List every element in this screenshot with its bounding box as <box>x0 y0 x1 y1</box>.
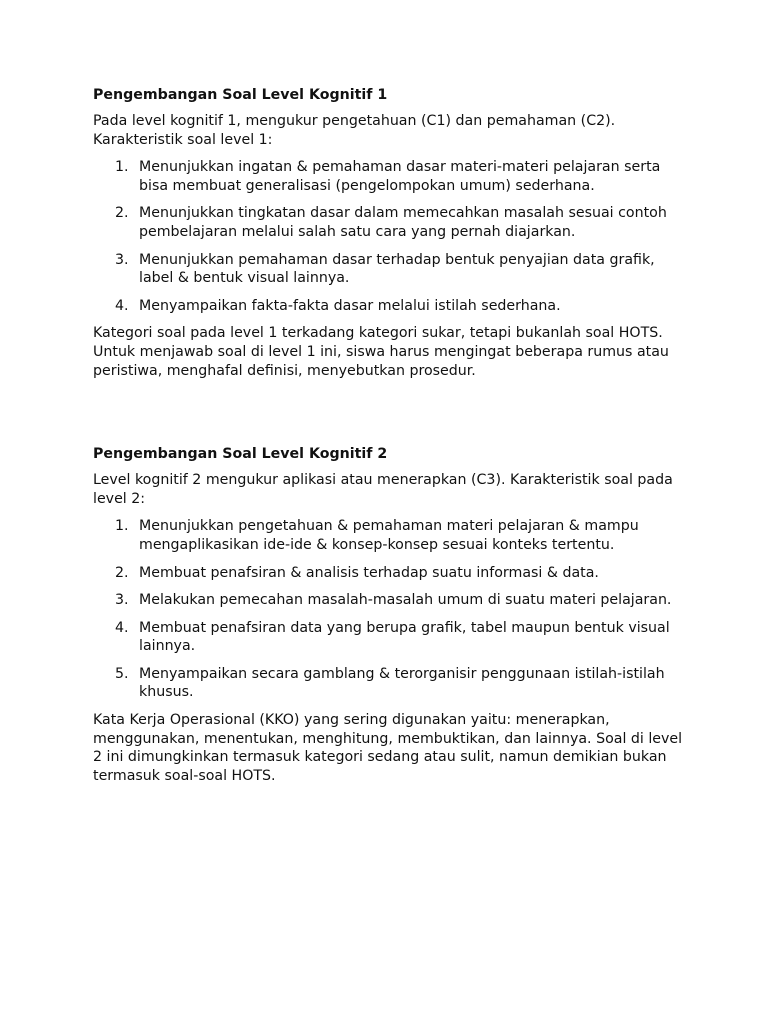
list-item <box>93 204 693 241</box>
section-level-1 <box>93 86 693 380</box>
list-item-text: Membuat penafsiran & analisis terhadap suatu informasi & data. <box>139 564 599 581</box>
list-item-text: Menyampaikan secara gamblang & terorganisir penggunaan istilah-istilah khusus. <box>139 665 665 701</box>
section-closing: Kategori soal pada level 1 terkadang kategori sukar, tetapi bukanlah soal HOTS. Untuk menjawab soal di level 1 ini, siswa harus mengingat beberapa rumus atau peristiwa, menghafal definisi, menyebutkan prosedur. <box>93 325 669 379</box>
list-item <box>93 251 693 288</box>
list-item-number: 1. <box>115 159 129 176</box>
list-item <box>93 619 693 656</box>
list-item-number: 3. <box>115 592 129 609</box>
list-item-text: Melakukan pemecahan masalah-masalah umum di suatu materi pelajaran. <box>139 592 672 609</box>
list-item-number: 2. <box>115 564 129 581</box>
list-item-text: Membuat penafsiran data yang berupa grafik, tabel maupun bentuk visual lainnya. <box>139 619 670 655</box>
list-item <box>93 297 693 316</box>
list-item-text: Menunjukkan ingatan & pemahaman dasar materi-materi pelajaran serta bisa membuat generalisasi (pengelompokan umum) sederhana. <box>139 159 661 194</box>
characteristics-list <box>93 517 693 702</box>
list-item <box>93 517 693 554</box>
section-closing: Kata Kerja Operasional (KKO) yang sering digunakan yaitu: menerapkan, menggunakan, menentukan, menghitung, membuktikan, dan lainnya. Soal di level 2 ini dimungkinkan termasuk kategori sedang atau sulit, namun demikian bukan termasuk soal-soal HOTS. <box>93 712 683 784</box>
list-item-number: 1. <box>115 518 129 535</box>
section-heading: Pengembangan Soal Level Kognitif 1 <box>93 87 388 103</box>
list-item-text: Menunjukkan tingkatan dasar dalam memecahkan masalah sesuai contoh pembelajaran melalui salah satu cara yang pernah diajarkan. <box>139 205 667 240</box>
list-item <box>93 665 693 702</box>
list-item-text: Menyampaikan fakta-fakta dasar melalui istilah sederhana. <box>139 297 561 314</box>
document-page <box>93 86 693 794</box>
list-item <box>93 158 693 195</box>
list-item <box>93 591 693 610</box>
list-item-number: 2. <box>115 205 129 222</box>
section-level-2 <box>93 445 693 785</box>
characteristics-list <box>93 158 693 315</box>
list-item-number: 5. <box>115 665 129 682</box>
section-heading: Pengembangan Soal Level Kognitif 2 <box>93 446 388 463</box>
list-item <box>93 564 693 583</box>
list-item-text: Menunjukkan pemahaman dasar terhadap bentuk penyajian data grafik, label & bentuk visual lainnya. <box>139 251 655 287</box>
list-item-number: 4. <box>115 619 129 636</box>
section-intro: Pada level kognitif 1, mengukur pengetahuan (C1) dan pemahaman (C2). Karakteristik soal level 1: <box>93 113 616 148</box>
section-intro: Level kognitif 2 mengukur aplikasi atau menerapkan (C3). Karakteristik soal pada level 2: <box>93 472 673 507</box>
list-item-number: 3. <box>115 251 129 268</box>
list-item-text: Menunjukkan pengetahuan & pemahaman materi pelajaran & mampu mengaplikasikan ide-ide & konsep-konsep sesuai konteks tertentu. <box>139 518 639 553</box>
list-item-number: 4. <box>115 297 129 314</box>
section-spacer <box>93 389 693 445</box>
